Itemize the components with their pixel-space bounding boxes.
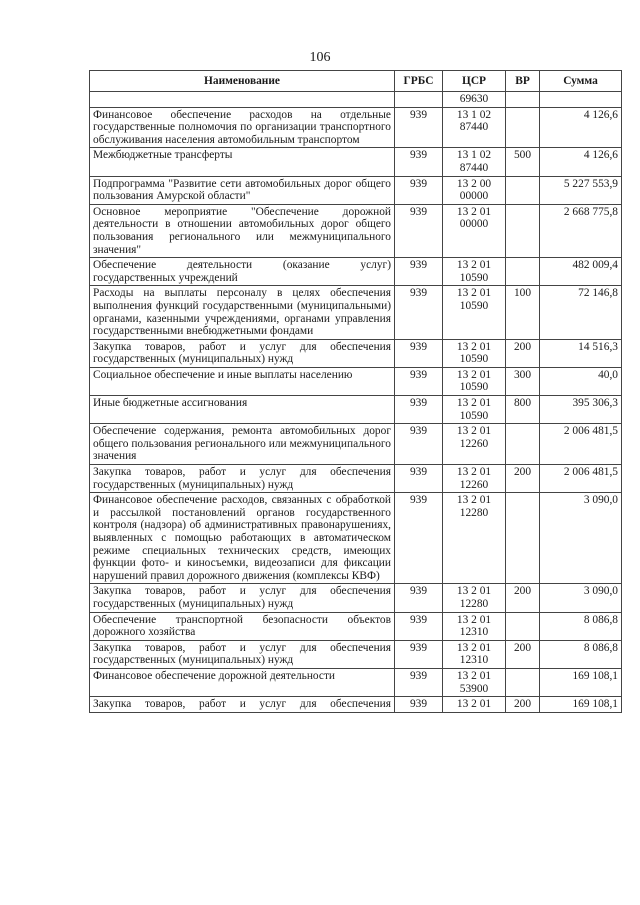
cell-grbs: 939	[395, 493, 443, 584]
cell-csr: 13 1 02 87440	[443, 148, 506, 176]
cell-sum: 5 227 553,9	[540, 176, 622, 204]
table-row	[90, 424, 622, 465]
cell-grbs: 939	[395, 668, 443, 696]
table-row	[90, 92, 622, 108]
cell-csr: 13 2 01 12280	[443, 584, 506, 612]
cell-name: Финансовое обеспечение расходов на отдельные государственные полномочия по организации транспортного обслуживания населения автомобильным транспортом	[90, 107, 395, 148]
column-header-name: Наименование	[90, 71, 395, 92]
cell-vr	[506, 668, 540, 696]
cell-vr: 200	[506, 465, 540, 493]
cell-name: Иные бюджетные ассигнования	[90, 396, 395, 424]
cell-csr: 13 2 01 12310	[443, 612, 506, 640]
cell-grbs: 939	[395, 396, 443, 424]
cell-sum: 169 108,1	[540, 697, 622, 713]
table-row	[90, 176, 622, 204]
cell-grbs: 939	[395, 424, 443, 465]
table-row	[90, 148, 622, 176]
cell-csr: 13 2 01 12280	[443, 493, 506, 584]
table-row	[90, 286, 622, 339]
cell-name: Финансовое обеспечение расходов, связанных с обработкой и рассылкой постановлений органов государственного контроля (надзора) об административных правонарушениях, выявленных с помощью работающих в автоматическом режиме специальных технических средств, имеющих функции фото- и киносъемки, видеозаписи для фиксации нарушений правил дорожного движения (комплексы КВФ)	[90, 493, 395, 584]
table-row	[90, 396, 622, 424]
cell-sum: 4 126,6	[540, 107, 622, 148]
cell-sum: 3 090,0	[540, 584, 622, 612]
cell-csr: 13 2 00 00000	[443, 176, 506, 204]
table-row	[90, 493, 622, 584]
cell-grbs: 939	[395, 339, 443, 367]
column-header-csr: ЦСР	[443, 71, 506, 92]
cell-vr: 200	[506, 584, 540, 612]
cell-grbs: 939	[395, 640, 443, 668]
cell-vr	[506, 493, 540, 584]
table-row	[90, 697, 622, 713]
cell-sum: 2 006 481,5	[540, 424, 622, 465]
cell-vr: 200	[506, 640, 540, 668]
table-row	[90, 465, 622, 493]
cell-name: Обеспечение содержания, ремонта автомобильных дорог общего пользования регионального или межмуниципального значения	[90, 424, 395, 465]
cell-vr	[506, 612, 540, 640]
cell-sum: 14 516,3	[540, 339, 622, 367]
cell-vr: 300	[506, 367, 540, 395]
cell-csr: 13 2 01 10590	[443, 286, 506, 339]
cell-name: Межбюджетные трансферты	[90, 148, 395, 176]
table-row	[90, 204, 622, 257]
cell-csr: 13 2 01 12310	[443, 640, 506, 668]
cell-grbs	[395, 92, 443, 108]
page-number: 106	[309, 50, 331, 65]
cell-sum: 169 108,1	[540, 668, 622, 696]
table-body	[90, 92, 622, 713]
cell-csr: 13 2 01 53900	[443, 668, 506, 696]
cell-vr: 200	[506, 339, 540, 367]
cell-csr: 13 2 01 12260	[443, 465, 506, 493]
cell-grbs: 939	[395, 204, 443, 257]
cell-csr: 13 2 01 10590	[443, 258, 506, 286]
cell-csr: 13 1 02 87440	[443, 107, 506, 148]
cell-grbs: 939	[395, 258, 443, 286]
cell-sum: 3 090,0	[540, 493, 622, 584]
cell-name: Основное мероприятие "Обеспечение дорожной деятельности в отношении автомобильных дорог общего пользования регионального или межмуниципального значения"	[90, 204, 395, 257]
cell-grbs: 939	[395, 107, 443, 148]
cell-sum: 40,0	[540, 367, 622, 395]
table-row	[90, 367, 622, 395]
table-row	[90, 258, 622, 286]
cell-name	[90, 92, 395, 108]
table-row	[90, 107, 622, 148]
cell-vr	[506, 204, 540, 257]
cell-name: Закупка товаров, работ и услуг для обеспечения государственных (муниципальных) нужд	[90, 339, 395, 367]
cell-grbs: 939	[395, 176, 443, 204]
cell-sum: 395 306,3	[540, 396, 622, 424]
cell-grbs: 939	[395, 612, 443, 640]
cell-csr: 13 2 01 12260	[443, 424, 506, 465]
cell-grbs: 939	[395, 148, 443, 176]
cell-vr	[506, 107, 540, 148]
cell-name: Подпрограмма "Развитие сети автомобильных дорог общего пользования Амурской области"	[90, 176, 395, 204]
cell-vr	[506, 258, 540, 286]
cell-grbs: 939	[395, 584, 443, 612]
cell-name: Социальное обеспечение и иные выплаты населению	[90, 367, 395, 395]
cell-csr: 13 2 01 10590	[443, 367, 506, 395]
cell-sum	[540, 92, 622, 108]
cell-vr: 500	[506, 148, 540, 176]
cell-name: Расходы на выплаты персоналу в целях обеспечения выполнения функций государственными (муниципальными) органами, казенными учреждениями, органами управления государственными внебюджетными фондами	[90, 286, 395, 339]
table-row	[90, 584, 622, 612]
cell-name: Финансовое обеспечение дорожной деятельности	[90, 668, 395, 696]
table-row	[90, 640, 622, 668]
cell-sum: 4 126,6	[540, 148, 622, 176]
column-header-vr: ВР	[506, 71, 540, 92]
cell-name: Закупка товаров, работ и услуг для обеспечения государственных (муниципальных) нужд	[90, 640, 395, 668]
column-header-grbs: ГРБС	[395, 71, 443, 92]
cell-csr: 13 2 01 10590	[443, 339, 506, 367]
cell-name: Закупка товаров, работ и услуг для обеспечения государственных (муниципальных) нужд	[90, 465, 395, 493]
cell-vr	[506, 92, 540, 108]
cell-csr: 13 2 01 10590	[443, 396, 506, 424]
table-row	[90, 612, 622, 640]
cell-vr: 100	[506, 286, 540, 339]
cell-vr	[506, 176, 540, 204]
cell-name: Обеспечение транспортной безопасности объектов дорожного хозяйства	[90, 612, 395, 640]
cell-sum: 482 009,4	[540, 258, 622, 286]
cell-vr: 800	[506, 396, 540, 424]
table-header	[90, 71, 622, 92]
cell-grbs: 939	[395, 286, 443, 339]
cell-csr: 13 2 01	[443, 697, 506, 713]
column-header-sum: Сумма	[540, 71, 622, 92]
cell-vr: 200	[506, 697, 540, 713]
table-row	[90, 339, 622, 367]
table-row	[90, 668, 622, 696]
budget-table	[89, 70, 622, 713]
cell-name: Обеспечение деятельности (оказание услуг) государственных учреждений	[90, 258, 395, 286]
cell-csr: 13 2 01 00000	[443, 204, 506, 257]
cell-sum: 2 006 481,5	[540, 465, 622, 493]
cell-grbs: 939	[395, 697, 443, 713]
cell-grbs: 939	[395, 367, 443, 395]
cell-sum: 2 668 775,8	[540, 204, 622, 257]
cell-sum: 72 146,8	[540, 286, 622, 339]
cell-grbs: 939	[395, 465, 443, 493]
cell-vr	[506, 424, 540, 465]
cell-csr: 69630	[443, 92, 506, 108]
cell-name: Закупка товаров, работ и услуг для обеспечения	[90, 697, 395, 713]
cell-name: Закупка товаров, работ и услуг для обеспечения государственных (муниципальных) нужд	[90, 584, 395, 612]
cell-sum: 8 086,8	[540, 612, 622, 640]
header-row	[90, 71, 622, 92]
cell-sum: 8 086,8	[540, 640, 622, 668]
